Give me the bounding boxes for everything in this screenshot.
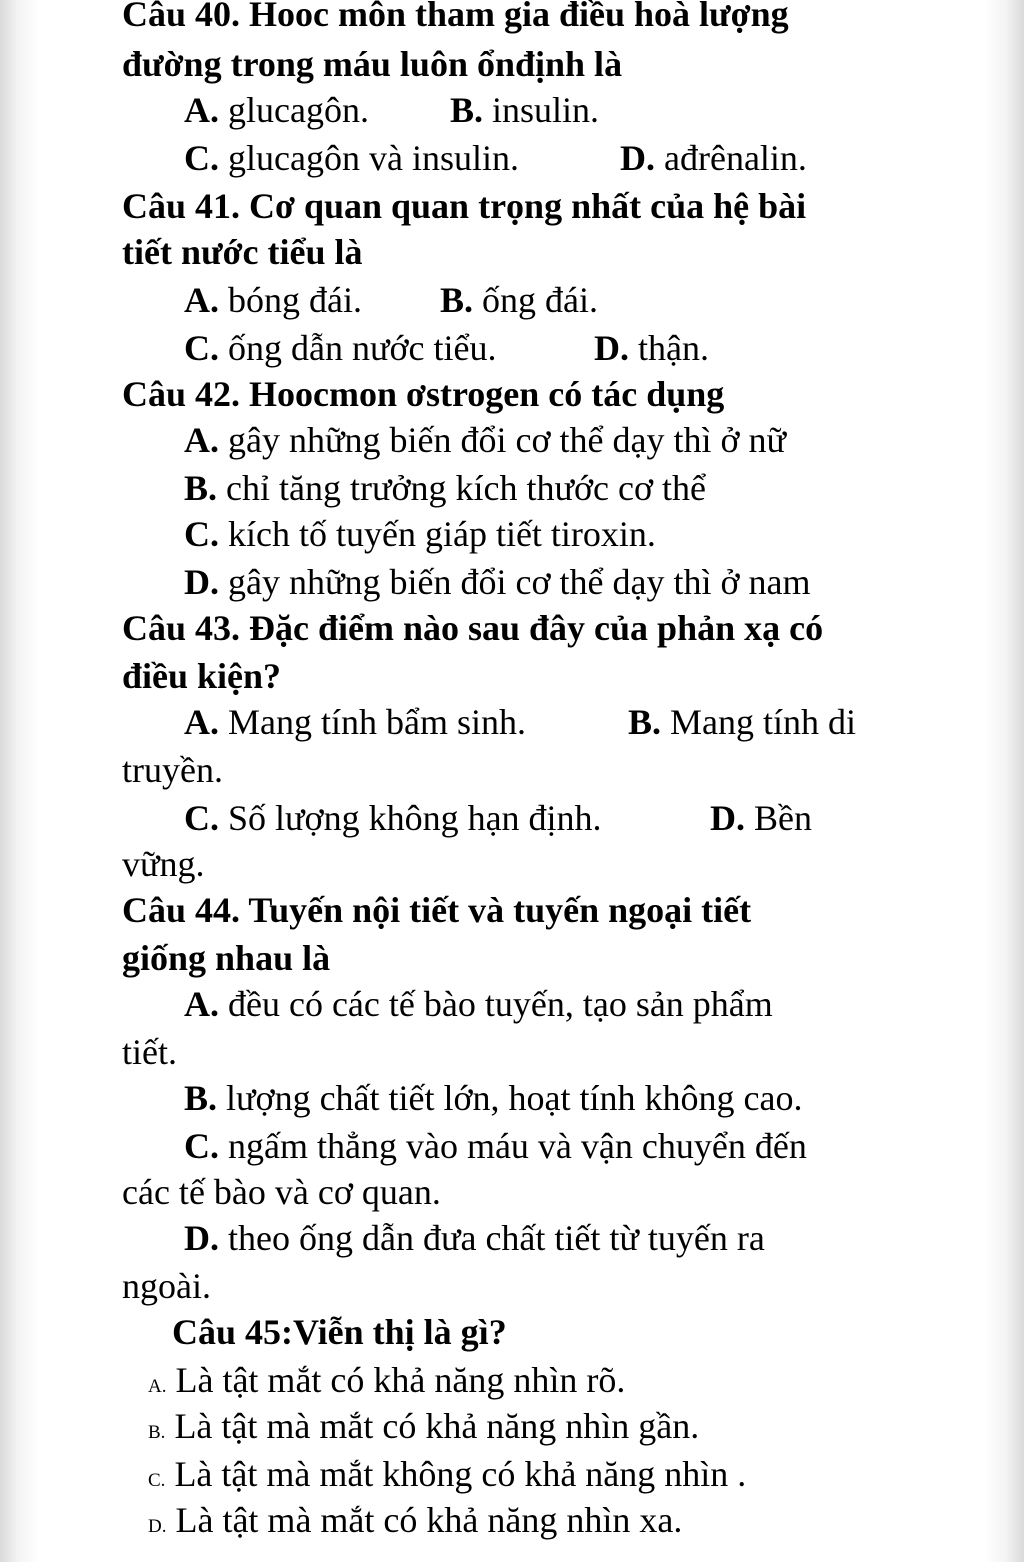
q44-option-d-text: theo ống dẫn đưa chất tiết từ tuyến ra: [219, 1218, 765, 1258]
q43-option-b-continued: truyền.: [122, 750, 223, 790]
q44-option-b: [184, 1078, 803, 1118]
q42-option-b-text: chỉ tăng trưởng kích thước cơ thể: [217, 468, 707, 508]
q43-option-d-text: Bền: [745, 798, 812, 838]
q45-option-c: [148, 1454, 746, 1501]
q44-option-b-text: lượng chất tiết lớn, hoạt tính không cao.: [217, 1078, 803, 1118]
q40-option-c-key: C.: [184, 138, 219, 178]
q45-option-d: [148, 1500, 682, 1547]
left-page-shadow: [0, 0, 40, 1562]
q43-option-b-text: Mang tính di: [661, 702, 857, 742]
q42-option-a-key: A.: [184, 420, 219, 460]
q41-option-b: [440, 280, 598, 320]
q44-option-c-key: C.: [184, 1126, 219, 1166]
q43-title-line2: điều kiện?: [122, 656, 282, 696]
q43-option-d: [710, 798, 812, 838]
q41-option-d-key: D.: [594, 328, 629, 368]
q40-option-a: [184, 90, 369, 130]
q41-option-a: [184, 280, 362, 320]
q40-option-b-text: insulin.: [483, 90, 600, 130]
q43-option-d-key: D.: [710, 798, 745, 838]
q44-title-line1: Câu 44. Tuyến nội tiết và tuyến ngoại tiết: [122, 890, 752, 930]
q40-option-a-key: A.: [184, 90, 219, 130]
q44-option-d-continued: ngoài.: [122, 1266, 211, 1306]
q44-option-c: [184, 1126, 807, 1166]
q43-option-b-key: B.: [628, 702, 662, 742]
q45-option-b-key: B.: [148, 1422, 166, 1443]
q41-option-b-text: ống đái.: [473, 280, 598, 320]
q41-title-line2: tiết nước tiểu là: [122, 232, 363, 272]
q43-title-line1: Câu 43. Đặc điểm nào sau đây của phản xạ có: [122, 608, 824, 648]
q45-option-d-key: D.: [148, 1516, 167, 1537]
q42-option-c-key: C.: [184, 514, 219, 554]
q43-option-a-text: Mang tính bẩm sinh.: [219, 702, 526, 742]
q44-option-a: [184, 984, 773, 1024]
q44-option-a-text: đều có các tế bào tuyến, tạo sản phẩm: [219, 984, 773, 1024]
q43-option-a: [184, 702, 526, 742]
q40-option-c-text: glucagôn và insulin.: [219, 138, 519, 178]
q44-option-c-text: ngấm thẳng vào máu và vận chuyển đến: [219, 1126, 807, 1166]
q44-option-d-key: D.: [184, 1218, 219, 1258]
q42-option-d: [184, 562, 810, 602]
q40-option-d-text: ađrênalin.: [655, 138, 807, 178]
q44-option-b-key: B.: [184, 1078, 218, 1118]
q41-option-c-text: ống dẫn nước tiểu.: [219, 328, 497, 368]
q44-option-a-continued: tiết.: [122, 1032, 177, 1072]
q44-option-d: [184, 1218, 765, 1258]
q40-option-c: [184, 138, 519, 178]
q40-option-d: [620, 138, 807, 178]
q45-option-a-text: Là tật mắt có khả năng nhìn rõ.: [166, 1360, 626, 1400]
q41-option-c: [184, 328, 497, 368]
q41-option-d-text: thận.: [629, 328, 709, 368]
q42-option-c: [184, 514, 656, 554]
q40-title-line2: đường trong máu luôn ổnđịnh là: [122, 44, 623, 84]
q45-option-c-key: C.: [148, 1470, 166, 1491]
q45-option-c-text: Là tật mà mắt không có khả năng nhìn .: [165, 1454, 747, 1494]
q43-option-b: [628, 702, 856, 742]
q45-title: Câu 45:Viễn thị là gì?: [172, 1312, 507, 1352]
q43-option-a-key: A.: [184, 702, 219, 742]
q42-option-d-text: gây những biến đổi cơ thể dạy thì ở nam: [219, 562, 811, 602]
q41-option-b-key: B.: [440, 280, 474, 320]
q42-title-line1: Câu 42. Hoocmon ơstrogen có tác dụng: [122, 374, 725, 414]
q40-option-d-key: D.: [620, 138, 655, 178]
q45-option-a-key: A.: [148, 1376, 167, 1397]
q44-option-c-continued: các tế bào và cơ quan.: [122, 1172, 441, 1212]
q42-option-b: [184, 468, 706, 508]
q41-option-c-key: C.: [184, 328, 219, 368]
q43-option-d-continued: vững.: [122, 844, 205, 884]
q43-option-c: [184, 798, 602, 838]
right-page-shadow: [984, 0, 1024, 1562]
q41-title-line1: Câu 41. Cơ quan quan trọng nhất của hệ bài: [122, 186, 807, 226]
q41-option-a-text: bóng đái.: [219, 280, 362, 320]
q41-option-a-key: A.: [184, 280, 219, 320]
q42-option-a-text: gây những biến đổi cơ thể dạy thì ở nữ: [219, 420, 786, 460]
q42-option-b-key: B.: [184, 468, 218, 508]
q40-option-b-key: B.: [450, 90, 484, 130]
q42-option-c-text: kích tố tuyến giáp tiết tiroxin.: [219, 514, 656, 554]
q40-option-b: [450, 90, 599, 130]
q45-option-a: [148, 1360, 625, 1407]
q40-option-a-text: glucagôn.: [219, 90, 369, 130]
q45-option-d-text: Là tật mà mắt có khả năng nhìn xa.: [166, 1500, 683, 1540]
q44-title-line2: giống nhau là: [122, 938, 331, 978]
q42-option-d-key: D.: [184, 562, 219, 602]
q42-option-a: [184, 420, 786, 460]
q43-option-c-text: Số lượng không hạn định.: [219, 798, 602, 838]
q43-option-c-key: C.: [184, 798, 219, 838]
q45-option-b-text: Là tật mà mắt có khả năng nhìn gần.: [165, 1406, 700, 1446]
q40-title-line1: Câu 40. Hooc môn tham gia điều hoà lượng: [122, 0, 789, 34]
q41-option-d: [594, 328, 709, 368]
q44-option-a-key: A.: [184, 984, 219, 1024]
q45-option-b: [148, 1406, 699, 1453]
